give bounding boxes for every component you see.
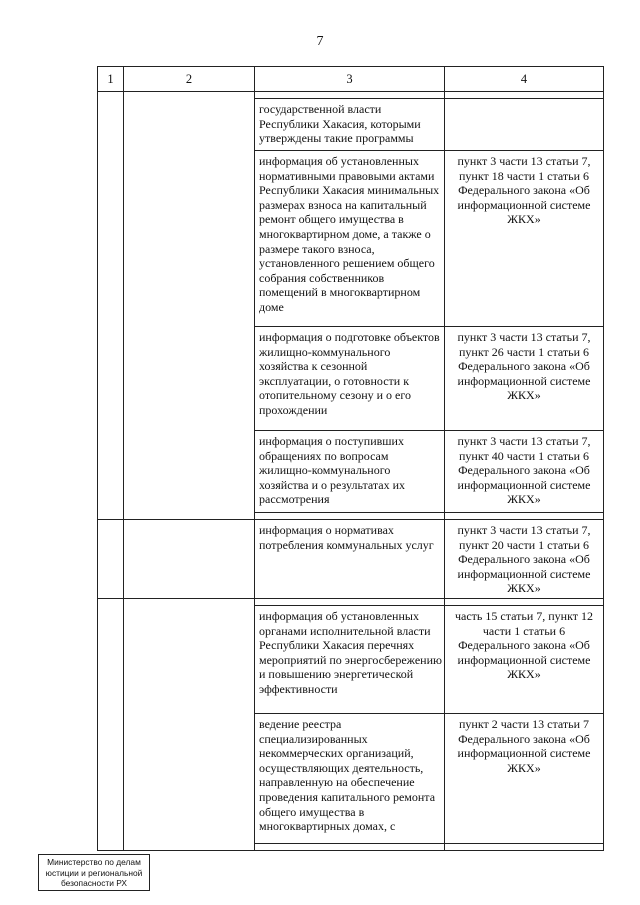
stamp-line: Министерство по делам [47, 857, 141, 867]
cell-col2-group-a [124, 92, 255, 520]
cell-col2-group-b [124, 520, 255, 599]
cell-info-spacer [255, 513, 445, 520]
header-col-4: 4 [445, 67, 604, 92]
cell-law-spacer [445, 843, 604, 850]
header-col-2: 2 [124, 67, 255, 92]
cell-info: информация об установленных нормативными правовыми актами Республики Хакасия минимальных размерах взноса на капитальный ремонт общего имущества в многоквартирном доме, а также о размере такого взноса, установленного решением общего собрания собственников помещений в многоквартирном доме [255, 151, 445, 327]
cell-law: пункт 3 части 13 статьи 7, пункт 26 части 1 статьи 6 Федерального закона «Об информационной системе ЖКХ» [445, 327, 604, 431]
table-row [98, 520, 604, 599]
cell-law-spacer [445, 92, 604, 99]
cell-law-spacer [445, 513, 604, 520]
header-col-1: 1 [98, 67, 124, 92]
cell-col1-group-a [98, 92, 124, 520]
cell-law: пункт 2 части 13 статьи 7 Федерального закона «Об информационной системе ЖКХ» [445, 713, 604, 843]
cell-col1-group-b [98, 520, 124, 599]
ministry-stamp [38, 854, 150, 891]
document-table [97, 66, 604, 851]
cell-law [445, 99, 604, 151]
table-spacer-row [98, 92, 604, 99]
stamp-line: юстиции и региональной [45, 867, 143, 878]
table-header-row [98, 67, 604, 92]
cell-info: государственной власти Республики Хакасия, которыми утверждены такие программы [255, 99, 445, 151]
stamp-line: безопасности РХ [60, 878, 128, 889]
cell-info-spacer [255, 843, 445, 850]
header-col-3: 3 [255, 67, 445, 92]
cell-info: информация о нормативах потребления коммунальных услуг [255, 520, 445, 599]
cell-law: пункт 3 части 13 статьи 7, пункт 20 части 1 статьи 6 Федерального закона «Об информационной системе ЖКХ» [445, 520, 604, 599]
cell-info: информация о подготовке объектов жилищно-коммунального хозяйства к сезонной эксплуатации, о готовности к отопительному сезону и о его прохождении [255, 327, 445, 431]
cell-col1-group-c [98, 598, 124, 850]
cell-law: пункт 3 части 13 статьи 7, пункт 40 части 1 статьи 6 Федерального закона «Об информационной системе ЖКХ» [445, 431, 604, 513]
cell-col2-group-c [124, 598, 255, 850]
cell-info-spacer [255, 598, 445, 605]
page-number: 7 [316, 34, 324, 49]
table-spacer-row [98, 598, 604, 605]
cell-law-spacer [445, 598, 604, 605]
cell-info: ведение реестра специализированных некоммерческих организаций, осуществляющих деятельность, направленную на обеспечение проведения капитального ремонта общего имущества в многоквартирных домах, с [255, 713, 445, 843]
cell-info: информация об установленных органами исполнительной власти Республики Хакасия перечнях мероприятий по энергосбережению и повышению энергетической эффективности [255, 605, 445, 713]
cell-law: часть 15 статьи 7, пункт 12 части 1 статьи 6 Федерального закона «Об информационной системе ЖКХ» [445, 605, 604, 713]
cell-law: пункт 3 части 13 статьи 7, пункт 18 части 1 статьи 6 Федерального закона «Об информационной системе ЖКХ» [445, 151, 604, 327]
cell-info: информация о поступивших обращениях по вопросам жилищно-коммунального хозяйства и о результатах их рассмотрения [255, 431, 445, 513]
cell-info-spacer [255, 92, 445, 99]
